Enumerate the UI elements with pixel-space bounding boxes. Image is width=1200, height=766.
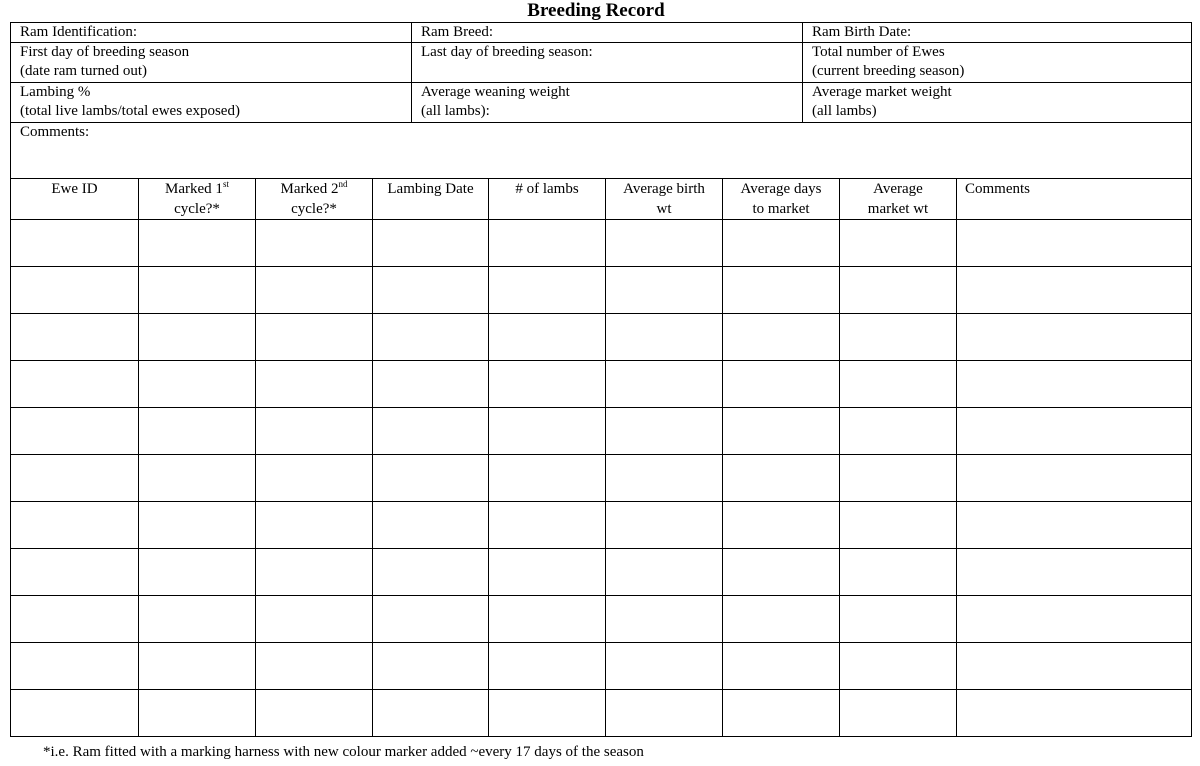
ewe-id-cell[interactable] xyxy=(11,549,139,596)
avg-birth-wt-cell[interactable] xyxy=(606,408,723,455)
table-row xyxy=(11,314,1192,361)
table-row xyxy=(11,455,1192,502)
ewe-id-cell[interactable] xyxy=(11,314,139,361)
avg-days-cell[interactable] xyxy=(723,314,840,361)
footnote: *i.e. Ram fitted with a marking harness with new colour marker added ~every 17 days of the season xyxy=(43,744,644,760)
avg-birth-wt-cell[interactable] xyxy=(606,549,723,596)
lambing-date-cell[interactable] xyxy=(373,267,489,314)
comments-cell[interactable] xyxy=(957,314,1192,361)
num-lambs-cell[interactable] xyxy=(489,643,606,690)
comments-cell[interactable] xyxy=(957,267,1192,314)
marked-2nd-cell[interactable] xyxy=(256,220,373,267)
comments-cell[interactable] xyxy=(957,502,1192,549)
avg-birth-wt-cell[interactable] xyxy=(606,690,723,737)
ewe-id-cell[interactable] xyxy=(11,690,139,737)
avg-days-cell[interactable] xyxy=(723,408,840,455)
avg-days-cell[interactable] xyxy=(723,690,840,737)
avg-birth-wt-cell[interactable] xyxy=(606,220,723,267)
ewe-record-table xyxy=(10,178,1192,737)
avg-weaning-weight-label: Average weaning weight xyxy=(421,84,570,100)
avg-market-wt-cell[interactable] xyxy=(840,596,957,643)
lambing-date-cell[interactable] xyxy=(373,220,489,267)
avg-days-cell[interactable] xyxy=(723,267,840,314)
table-header-row xyxy=(11,179,1192,220)
marked-1st-cell[interactable] xyxy=(139,361,256,408)
lambing-date-cell[interactable] xyxy=(373,643,489,690)
table-row xyxy=(11,596,1192,643)
ewe-id-cell[interactable] xyxy=(11,267,139,314)
marked-2nd-cell[interactable] xyxy=(256,314,373,361)
ram-birth-date-label: Ram Birth Date: xyxy=(812,24,912,40)
marked-1st-cell[interactable] xyxy=(139,502,256,549)
lambing-date-cell[interactable] xyxy=(373,596,489,643)
ewe-id-cell[interactable] xyxy=(11,502,139,549)
marked-2nd-cell[interactable] xyxy=(256,361,373,408)
avg-market-wt-cell[interactable] xyxy=(840,314,957,361)
avg-weaning-weight-field[interactable] xyxy=(412,83,803,123)
marked-1st-cell[interactable] xyxy=(139,455,256,502)
first-day-label: First day of breeding season xyxy=(20,44,190,60)
comments-field[interactable] xyxy=(11,123,1192,179)
table-row xyxy=(11,643,1192,690)
avg-birth-wt-cell[interactable] xyxy=(606,502,723,549)
avg-days-cell[interactable] xyxy=(723,549,840,596)
table-row xyxy=(11,690,1192,737)
marked-1st-cell[interactable] xyxy=(139,314,256,361)
lambing-date-cell[interactable] xyxy=(373,314,489,361)
avg-days-cell[interactable] xyxy=(723,220,840,267)
col-ewe-id: Ewe ID xyxy=(11,179,139,220)
comments-cell[interactable] xyxy=(957,549,1192,596)
marked-2nd-cell[interactable] xyxy=(256,502,373,549)
comments-cell[interactable] xyxy=(957,643,1192,690)
avg-market-weight-label: Average market weight xyxy=(812,84,952,100)
avg-market-wt-cell[interactable] xyxy=(840,455,957,502)
avg-days-cell[interactable] xyxy=(723,502,840,549)
avg-days-cell[interactable] xyxy=(723,643,840,690)
marked-2nd-cell[interactable] xyxy=(256,267,373,314)
col-avg-birth-wt: Average birth wt xyxy=(606,179,723,220)
avg-market-wt-cell[interactable] xyxy=(840,361,957,408)
lambing-date-cell[interactable] xyxy=(373,690,489,737)
ram-breed-field[interactable] xyxy=(412,23,803,43)
num-lambs-cell[interactable] xyxy=(489,220,606,267)
col-comments: Comments xyxy=(957,179,1192,220)
table-row xyxy=(11,267,1192,314)
marked-2nd-cell[interactable] xyxy=(256,643,373,690)
avg-market-weight-sublabel: (all lambs) xyxy=(812,103,877,119)
lambing-date-cell[interactable] xyxy=(373,361,489,408)
first-day-sublabel: (date ram turned out) xyxy=(20,63,148,79)
avg-birth-wt-cell[interactable] xyxy=(606,596,723,643)
lambing-date-cell[interactable] xyxy=(373,455,489,502)
avg-birth-wt-cell[interactable] xyxy=(606,314,723,361)
ewe-id-cell[interactable] xyxy=(11,361,139,408)
lambing-percent-sublabel: (total live lambs/total ewes exposed) xyxy=(20,103,240,119)
table-row xyxy=(11,502,1192,549)
page-title: Breeding Record xyxy=(527,0,665,21)
num-lambs-cell[interactable] xyxy=(489,502,606,549)
last-day-label: Last day of breeding season: xyxy=(421,44,593,60)
comments-cell[interactable] xyxy=(957,361,1192,408)
marked-2nd-cell[interactable] xyxy=(256,408,373,455)
num-lambs-cell[interactable] xyxy=(489,408,606,455)
num-lambs-cell[interactable] xyxy=(489,455,606,502)
ewe-id-cell[interactable] xyxy=(11,220,139,267)
marked-2nd-cell[interactable] xyxy=(256,690,373,737)
num-lambs-cell[interactable] xyxy=(489,267,606,314)
avg-birth-wt-cell[interactable] xyxy=(606,267,723,314)
marked-1st-cell[interactable] xyxy=(139,690,256,737)
table-row xyxy=(11,408,1192,455)
col-num-lambs: # of lambs xyxy=(489,179,606,220)
ewe-id-cell[interactable] xyxy=(11,596,139,643)
avg-market-wt-cell[interactable] xyxy=(840,267,957,314)
comments-cell[interactable] xyxy=(957,220,1192,267)
avg-days-cell[interactable] xyxy=(723,596,840,643)
ram-birth-date-field[interactable] xyxy=(803,23,1192,43)
avg-market-weight-field[interactable] xyxy=(803,83,1192,123)
ewe-id-cell[interactable] xyxy=(11,455,139,502)
col-avg-days-to-market: Average days to market xyxy=(723,179,840,220)
first-day-field[interactable] xyxy=(11,43,412,83)
ewe-record-rows xyxy=(11,220,1192,737)
lambing-date-cell[interactable] xyxy=(373,502,489,549)
marked-1st-cell[interactable] xyxy=(139,643,256,690)
total-ewes-label: Total number of Ewes xyxy=(812,44,945,60)
num-lambs-cell[interactable] xyxy=(489,690,606,737)
avg-market-wt-cell[interactable] xyxy=(840,690,957,737)
avg-market-wt-cell[interactable] xyxy=(840,502,957,549)
avg-market-wt-cell[interactable] xyxy=(840,408,957,455)
marked-1st-cell[interactable] xyxy=(139,549,256,596)
marked-2nd-cell[interactable] xyxy=(256,596,373,643)
last-day-field[interactable] xyxy=(412,43,803,83)
num-lambs-cell[interactable] xyxy=(489,361,606,408)
ram-identification-label: Ram Identification: xyxy=(20,24,138,40)
comments-cell[interactable] xyxy=(957,690,1192,737)
col-marked-1st-cycle: Marked 1st cycle?* xyxy=(139,179,256,220)
comments-cell[interactable] xyxy=(957,455,1192,502)
col-lambing-date: Lambing Date xyxy=(373,179,489,220)
ewe-id-cell[interactable] xyxy=(11,643,139,690)
ram-info-table xyxy=(10,22,1192,179)
lambing-date-cell[interactable] xyxy=(373,408,489,455)
avg-weaning-weight-sublabel: (all lambs): xyxy=(421,103,490,119)
breeding-record-form xyxy=(10,22,1190,742)
col-avg-market-wt: Average market wt xyxy=(840,179,957,220)
lambing-date-cell[interactable] xyxy=(373,549,489,596)
total-ewes-sublabel: (current breeding season) xyxy=(812,63,965,79)
avg-days-cell[interactable] xyxy=(723,361,840,408)
comments-label: Comments: xyxy=(20,124,90,140)
marked-2nd-cell[interactable] xyxy=(256,549,373,596)
ram-breed-label: Ram Breed: xyxy=(421,24,494,40)
marked-2nd-cell[interactable] xyxy=(256,455,373,502)
lambing-percent-label: Lambing % xyxy=(20,84,91,100)
num-lambs-cell[interactable] xyxy=(489,314,606,361)
ram-identification-field[interactable] xyxy=(11,23,412,43)
marked-1st-cell[interactable] xyxy=(139,408,256,455)
table-row xyxy=(11,549,1192,596)
avg-birth-wt-cell[interactable] xyxy=(606,455,723,502)
num-lambs-cell[interactable] xyxy=(489,596,606,643)
table-row xyxy=(11,361,1192,408)
avg-market-wt-cell[interactable] xyxy=(840,220,957,267)
marked-1st-cell[interactable] xyxy=(139,220,256,267)
avg-days-cell[interactable] xyxy=(723,455,840,502)
avg-market-wt-cell[interactable] xyxy=(840,643,957,690)
marked-1st-cell[interactable] xyxy=(139,596,256,643)
comments-cell[interactable] xyxy=(957,408,1192,455)
total-ewes-field[interactable] xyxy=(803,43,1192,83)
marked-1st-cell[interactable] xyxy=(139,267,256,314)
lambing-percent-field[interactable] xyxy=(11,83,412,123)
table-row xyxy=(11,220,1192,267)
ewe-id-cell[interactable] xyxy=(11,408,139,455)
avg-birth-wt-cell[interactable] xyxy=(606,643,723,690)
num-lambs-cell[interactable] xyxy=(489,549,606,596)
avg-market-wt-cell[interactable] xyxy=(840,549,957,596)
col-marked-2nd-cycle: Marked 2nd cycle?* xyxy=(256,179,373,220)
avg-birth-wt-cell[interactable] xyxy=(606,361,723,408)
comments-cell[interactable] xyxy=(957,596,1192,643)
